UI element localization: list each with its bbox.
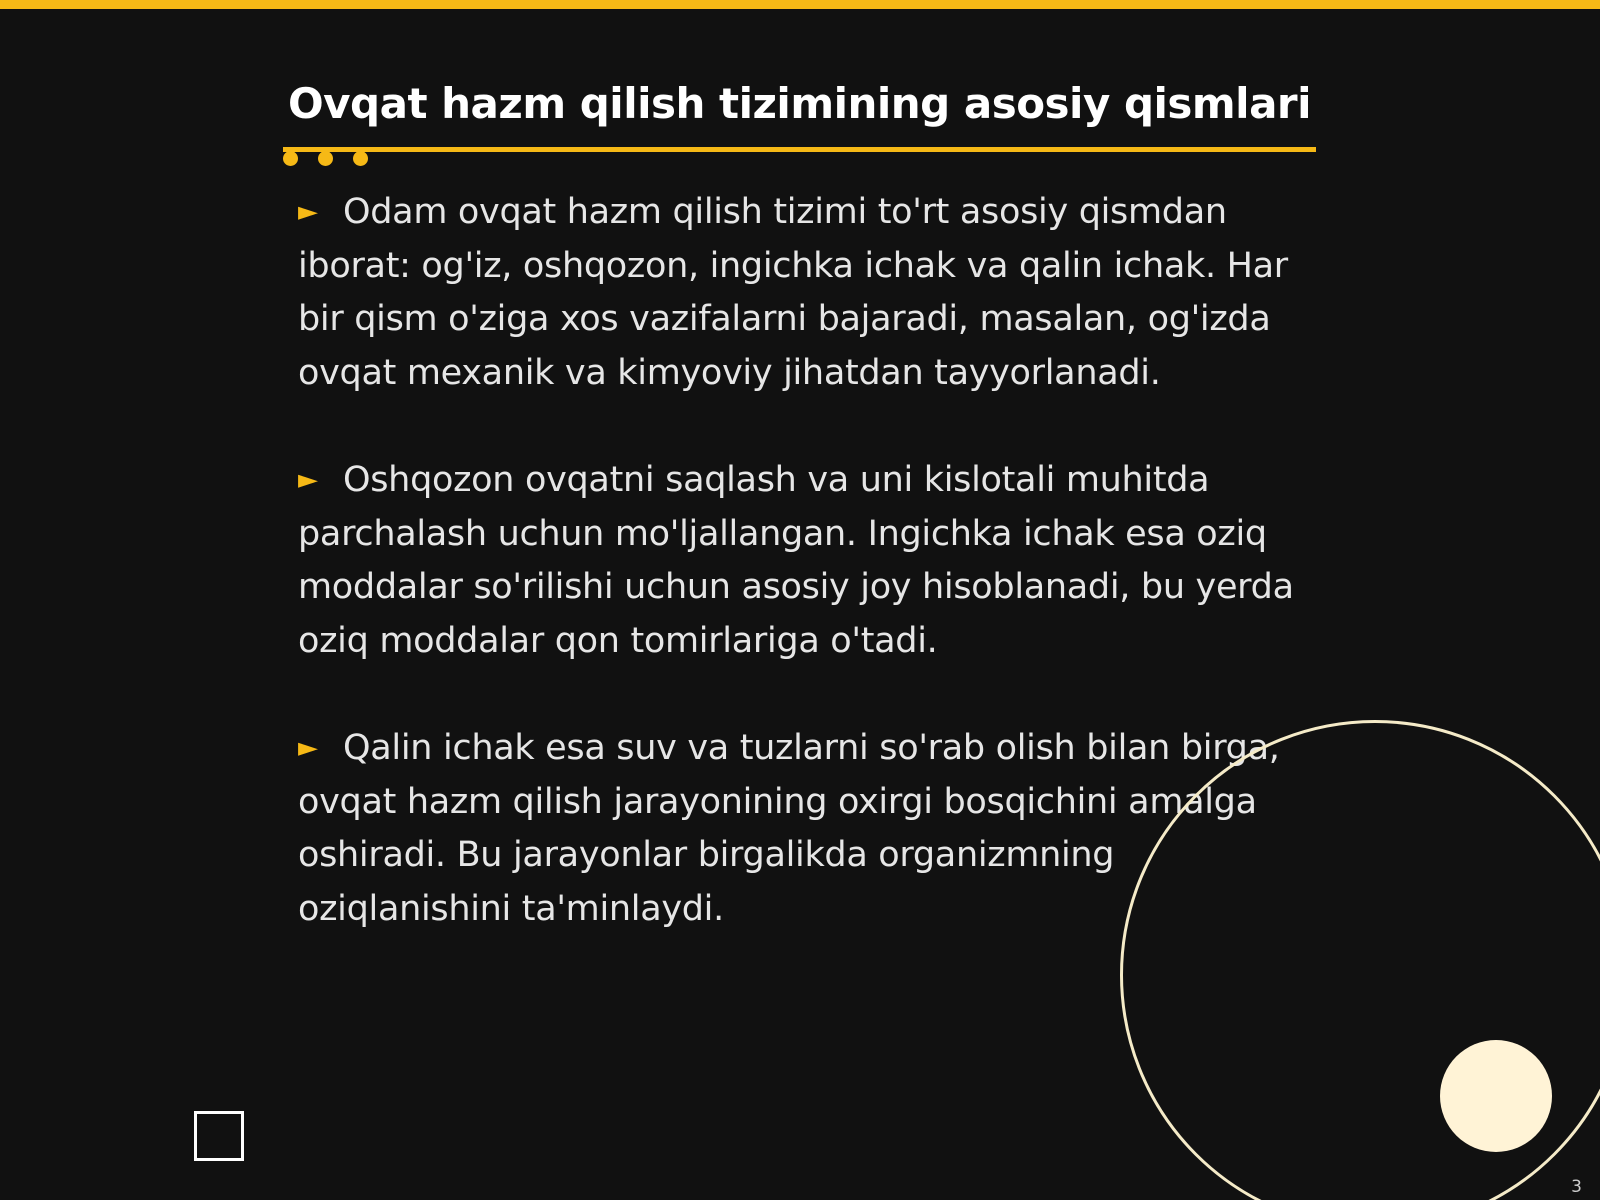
bullet-arrow-icon: ► xyxy=(298,197,318,227)
page-number: 3 xyxy=(1571,1177,1582,1197)
paragraph-text: Oshqozon ovqatni saqlash va uni kislotali muhitda parchalash uchun mo'ljallangan. Ingichka ichak esa oziq moddalar so'rilishi uchun asosiy joy hisoblanadi, bu yerda oziq moddalar qon tomirlariga o'tadi. xyxy=(298,460,1294,661)
bullet-arrow-icon: ► xyxy=(298,465,318,495)
decorative-dot-1 xyxy=(283,151,298,166)
bullet-paragraph-1 xyxy=(298,186,1308,400)
bullet-paragraph-3 xyxy=(298,722,1308,936)
paragraph-text: Qalin ichak esa suv va tuzlarni so'rab olish bilan birga, ovqat hazm qilish jarayonining oxirgi bosqichini amalga oshiradi. Bu jarayonlar birgalikda organizmning oziqlanishini ta'minlaydi. xyxy=(298,728,1280,929)
bullet-list xyxy=(298,186,1308,990)
decorative-circle-filled xyxy=(1440,1040,1552,1152)
decorative-dot-2 xyxy=(318,151,333,166)
top-accent-bar xyxy=(0,0,1600,9)
decorative-square-outline xyxy=(194,1111,244,1161)
bullet-paragraph-2 xyxy=(298,454,1308,668)
decorative-dot-3 xyxy=(353,151,368,166)
title-underline xyxy=(283,147,1316,152)
bullet-arrow-icon: ► xyxy=(298,733,318,763)
slide-title: Ovqat hazm qilish tizimining asosiy qismlari xyxy=(287,79,1312,128)
paragraph-text: Odam ovqat hazm qilish tizimi to'rt asosiy qismdan iborat: og'iz, oshqozon, ingichka ichak va qalin ichak. Har bir qism o'ziga xos vazifalarni bajaradi, masalan, og'izda ovqat mexanik va kimyoviy jihatdan tayyorlanadi. xyxy=(298,192,1288,393)
